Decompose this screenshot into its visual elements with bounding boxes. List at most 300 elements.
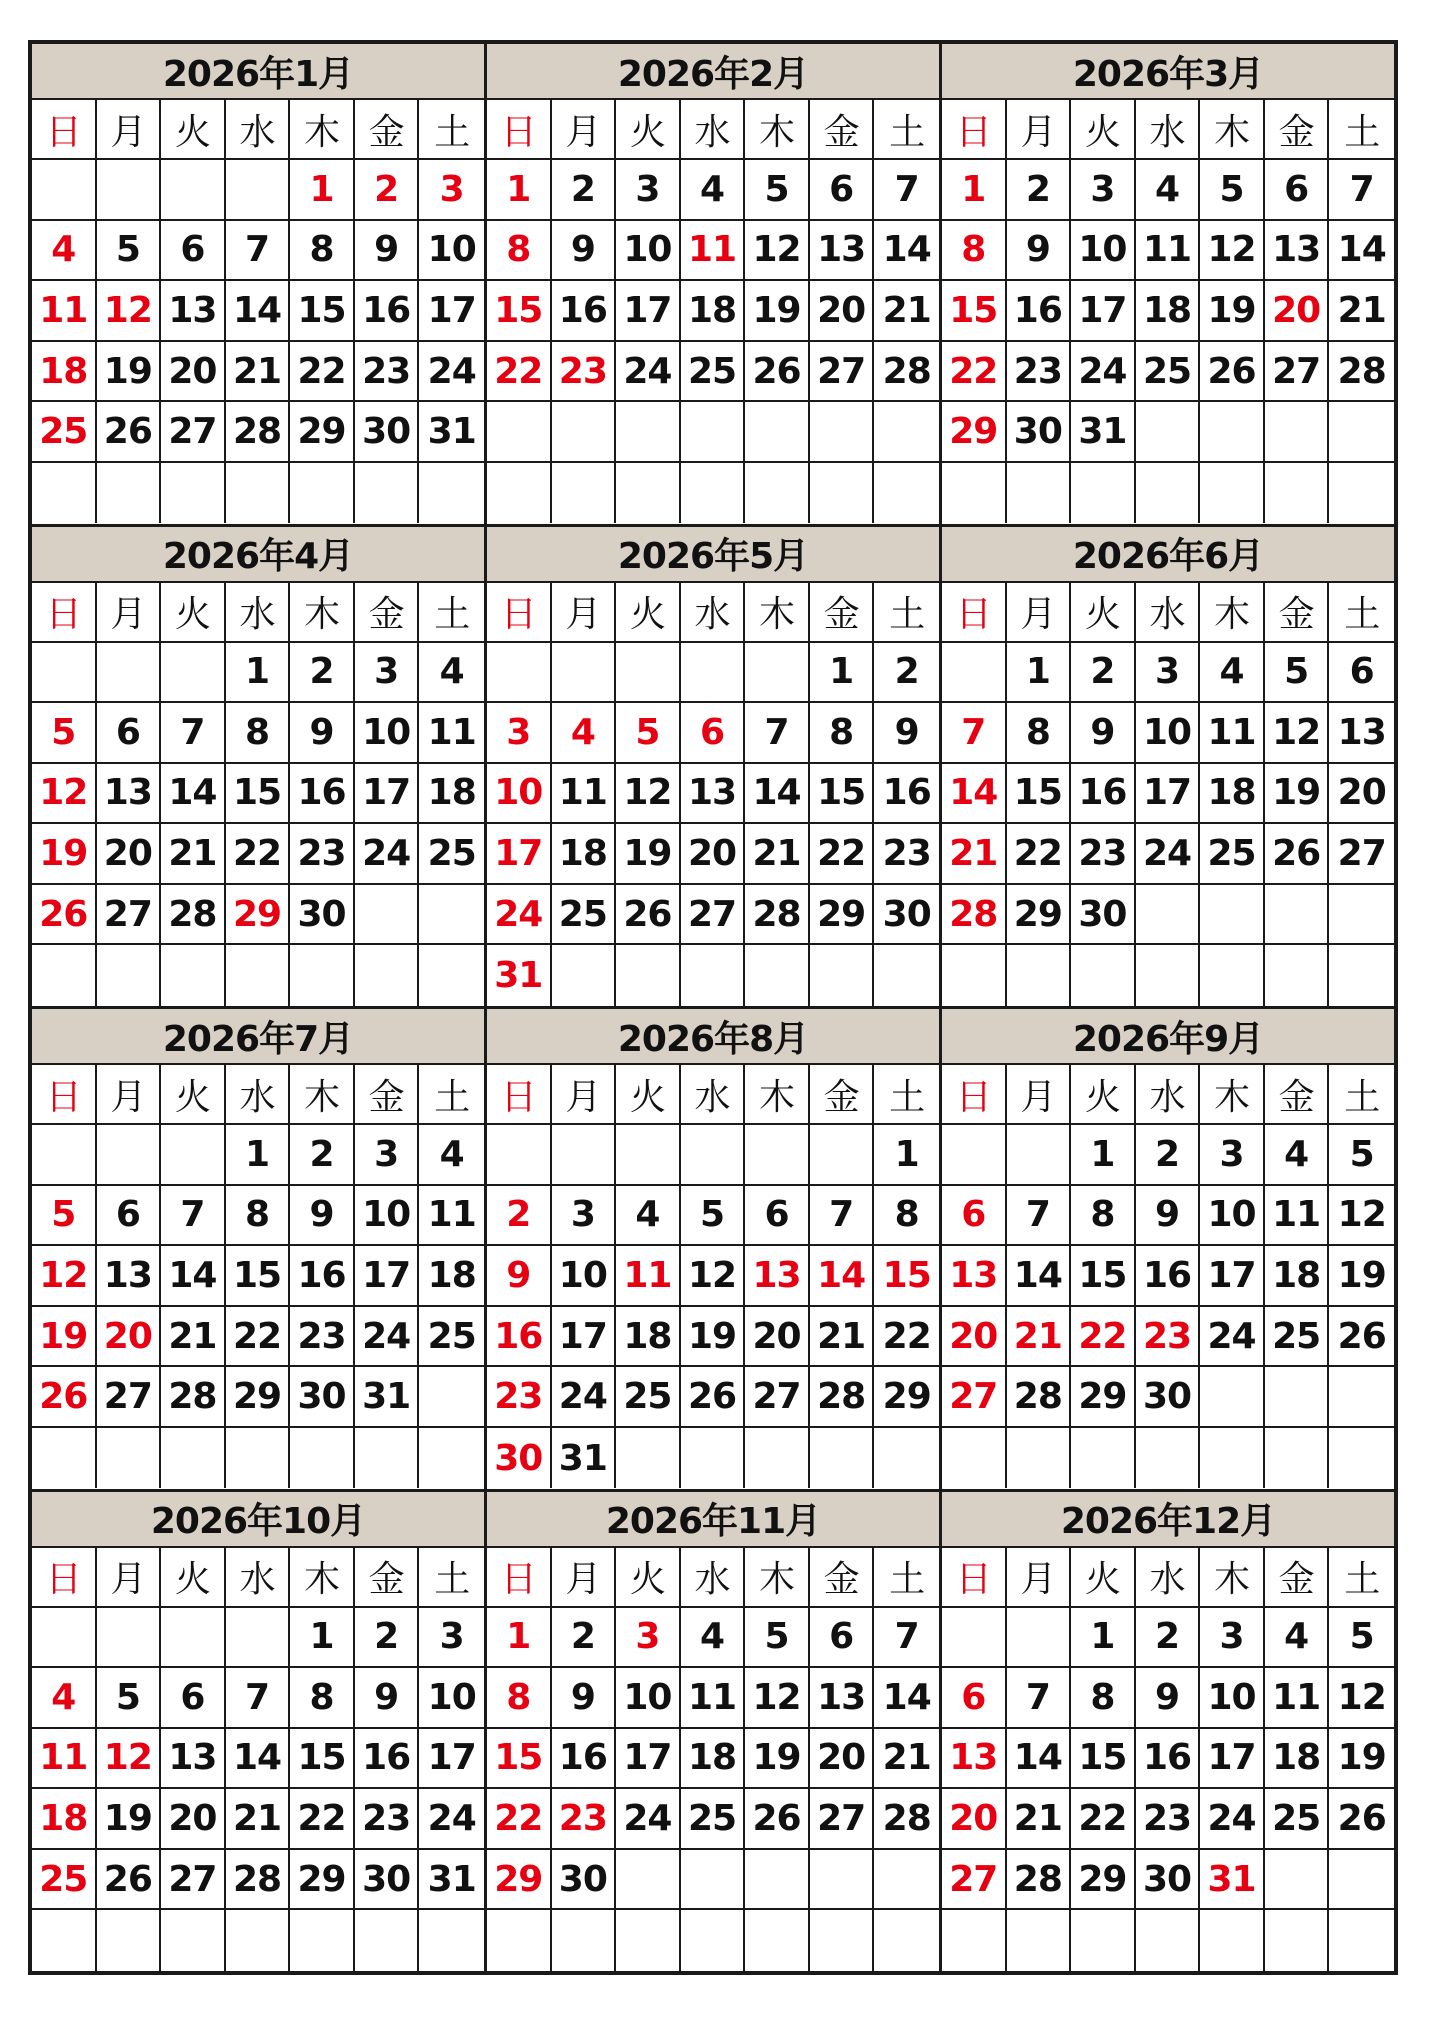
- day-cell: 12: [97, 1729, 162, 1788]
- month-block: [942, 44, 1394, 524]
- week-row: [942, 643, 1394, 704]
- day-cell: 6: [97, 703, 162, 762]
- day-cell: 14: [1007, 1246, 1072, 1305]
- empty-day-cell: [552, 1125, 617, 1184]
- empty-day-cell: [1329, 402, 1394, 461]
- day-cell: 12: [97, 281, 162, 340]
- day-cell: 26: [97, 402, 162, 461]
- empty-day-cell: [1265, 885, 1330, 944]
- day-cell: 6: [1265, 160, 1330, 219]
- empty-day-cell: [942, 1608, 1007, 1667]
- day-cell: 17: [552, 1307, 617, 1366]
- weekday-label: 土: [1344, 1559, 1380, 1600]
- empty-day-cell: [1265, 1367, 1330, 1426]
- empty-day-cell: [161, 1428, 226, 1489]
- empty-day-cell: [616, 1428, 681, 1489]
- day-cell: 1: [942, 160, 1007, 219]
- empty-day-cell: [616, 1850, 681, 1909]
- weekday-label: 土: [434, 1076, 470, 1118]
- weekday-label: 金: [810, 1548, 875, 1606]
- empty-day-cell: [487, 1125, 552, 1184]
- day-cell: 2: [1136, 1608, 1201, 1667]
- day-cell: 26: [745, 1789, 810, 1848]
- week-row: [32, 281, 484, 342]
- day-cell: 29: [1071, 1850, 1136, 1909]
- day-cell: 26: [681, 1367, 746, 1426]
- day-cell: 22: [942, 342, 1007, 401]
- day-cell: 25: [32, 402, 97, 461]
- day-cell: 30: [882, 893, 931, 935]
- day-cell: 10: [1200, 1668, 1265, 1727]
- empty-day-cell: [290, 463, 355, 524]
- empty-day-cell: [810, 463, 875, 524]
- empty-day-cell: [97, 643, 162, 702]
- month-title: 2026年9月: [942, 1009, 1394, 1065]
- day-cell: 24: [487, 885, 552, 944]
- day-cell: 22: [1007, 824, 1072, 883]
- week-row: [487, 463, 939, 524]
- empty-day-cell: [745, 402, 810, 461]
- weekday-label: 土: [889, 594, 925, 635]
- week-row: [32, 1850, 484, 1911]
- day-cell: 15: [226, 764, 291, 823]
- day-cell: 30: [1136, 1367, 1201, 1426]
- day-cell: 12: [745, 221, 810, 280]
- empty-day-cell: [1136, 945, 1201, 1006]
- empty-day-cell: [681, 945, 746, 1006]
- week-row: [32, 221, 484, 282]
- day-cell: 3: [1200, 1608, 1265, 1667]
- day-cell: 20: [810, 1729, 875, 1788]
- weekday-label: 水: [681, 100, 746, 158]
- week-row: [942, 1789, 1394, 1850]
- day-cell: 16: [355, 1729, 420, 1788]
- day-cell: 3: [1071, 160, 1136, 219]
- day-cell: 27: [161, 1850, 226, 1909]
- weekday-label: 木: [1200, 1065, 1265, 1123]
- weekday-header-row: [487, 100, 939, 160]
- day-cell: 3: [1200, 1125, 1265, 1184]
- month-block: [487, 1009, 939, 1489]
- day-cell: 31: [1071, 402, 1136, 461]
- weekday-label: 木: [290, 583, 355, 641]
- day-cell: 19: [97, 1789, 162, 1848]
- day-cell: 9: [1071, 703, 1136, 762]
- day-cell: 21: [882, 289, 931, 331]
- day-cell: 11: [427, 1194, 476, 1236]
- day-cell: 16: [355, 281, 420, 340]
- empty-day-cell: [161, 945, 226, 1006]
- day-cell: 3: [1136, 643, 1201, 702]
- day-cell: 15: [942, 281, 1007, 340]
- day-cell: 16: [552, 1729, 617, 1788]
- day-cell: 30: [1007, 402, 1072, 461]
- day-cell: 12: [1200, 221, 1265, 280]
- empty-day-cell: [97, 1125, 162, 1184]
- day-cell: 25: [681, 342, 746, 401]
- day-cell: 24: [427, 350, 476, 392]
- empty-day-cell: [1265, 945, 1330, 1006]
- day-cell: 19: [1200, 281, 1265, 340]
- day-cell: 8: [226, 703, 291, 762]
- day-cell: 20: [1337, 772, 1386, 814]
- day-cell: 28: [882, 1798, 931, 1840]
- empty-day-cell: [226, 1608, 291, 1667]
- day-cell: 10: [616, 1668, 681, 1727]
- day-cell: 22: [882, 1315, 931, 1357]
- empty-day-cell: [32, 1428, 97, 1489]
- day-cell: 12: [1265, 703, 1330, 762]
- week-row: [32, 1668, 484, 1729]
- empty-day-cell: [745, 463, 810, 524]
- weekday-label: 金: [355, 100, 420, 158]
- week-row: [487, 1729, 939, 1790]
- weekday-label: 火: [1071, 1065, 1136, 1123]
- day-cell: 28: [942, 885, 1007, 944]
- empty-day-cell: [1265, 1428, 1330, 1489]
- weekday-label: 金: [1265, 100, 1330, 158]
- empty-day-cell: [681, 1850, 746, 1909]
- weekday-label: 日: [487, 583, 552, 641]
- day-cell: 10: [427, 1676, 476, 1718]
- day-cell: 23: [355, 1789, 420, 1848]
- empty-day-cell: [487, 1910, 552, 1971]
- day-cell: 7: [1349, 168, 1374, 210]
- empty-day-cell: [1200, 1367, 1265, 1426]
- empty-day-cell: [419, 1367, 484, 1426]
- day-cell: 24: [355, 824, 420, 883]
- empty-day-cell: [419, 463, 484, 524]
- empty-day-cell: [1265, 402, 1330, 461]
- empty-day-cell: [552, 643, 617, 702]
- day-cell: 2: [487, 1186, 552, 1245]
- day-cell: 17: [1200, 1729, 1265, 1788]
- week-row: [487, 643, 939, 704]
- empty-day-cell: [942, 1910, 1007, 1971]
- weekday-label: 月: [97, 1065, 162, 1123]
- day-cell: 7: [810, 1186, 875, 1245]
- month-title: 2026年4月: [32, 527, 484, 583]
- day-cell: 15: [290, 1729, 355, 1788]
- weekday-label: 金: [355, 583, 420, 641]
- month-block: [942, 1492, 1394, 1972]
- week-row: [487, 1608, 939, 1669]
- day-cell: 16: [552, 281, 617, 340]
- day-cell: 6: [942, 1668, 1007, 1727]
- empty-day-cell: [616, 1910, 681, 1971]
- empty-day-cell: [681, 463, 746, 524]
- day-cell: 15: [1071, 1246, 1136, 1305]
- day-cell: 10: [616, 221, 681, 280]
- empty-day-cell: [810, 402, 875, 461]
- day-cell: 5: [1349, 1616, 1374, 1658]
- day-cell: 15: [882, 1254, 931, 1296]
- day-cell: 2: [1071, 643, 1136, 702]
- day-cell: 7: [894, 168, 919, 210]
- day-cell: 11: [681, 1668, 746, 1727]
- week-row: [942, 342, 1394, 403]
- day-cell: 21: [1337, 289, 1386, 331]
- day-cell: 5: [745, 160, 810, 219]
- week-row: [487, 1789, 939, 1850]
- day-cell: 15: [487, 1729, 552, 1788]
- yearly-calendar: [28, 40, 1398, 1975]
- week-row: [32, 1608, 484, 1669]
- empty-day-cell: [32, 160, 97, 219]
- day-cell: 21: [226, 342, 291, 401]
- day-cell: 24: [1200, 1789, 1265, 1848]
- day-cell: 18: [1265, 1729, 1330, 1788]
- month-block: [942, 527, 1394, 1007]
- week-row: [32, 643, 484, 704]
- day-cell: 20: [161, 342, 226, 401]
- week-row: [942, 402, 1394, 463]
- empty-day-cell: [552, 1910, 617, 1971]
- day-cell: 23: [552, 342, 617, 401]
- empty-day-cell: [419, 1910, 484, 1971]
- empty-day-cell: [810, 945, 875, 1006]
- empty-day-cell: [226, 463, 291, 524]
- day-cell: 21: [226, 1789, 291, 1848]
- weekday-header-row: [487, 1065, 939, 1125]
- week-row: [32, 764, 484, 825]
- day-cell: 1: [226, 1125, 291, 1184]
- day-cell: 24: [1071, 342, 1136, 401]
- empty-day-cell: [810, 1125, 875, 1184]
- day-cell: 4: [439, 1133, 464, 1175]
- day-cell: 5: [745, 1608, 810, 1667]
- day-cell: 13: [942, 1729, 1007, 1788]
- day-cell: 22: [1071, 1307, 1136, 1366]
- day-cell: 26: [745, 342, 810, 401]
- day-cell: 17: [1136, 764, 1201, 823]
- day-cell: 25: [1265, 1789, 1330, 1848]
- day-cell: 5: [32, 1186, 97, 1245]
- weekday-label: 水: [1136, 1065, 1201, 1123]
- empty-day-cell: [97, 463, 162, 524]
- day-cell: 2: [552, 1608, 617, 1667]
- day-cell: 27: [97, 885, 162, 944]
- weekday-header-row: [942, 583, 1394, 643]
- weekday-label: 水: [1136, 1548, 1201, 1606]
- day-cell: 5: [1349, 1133, 1374, 1175]
- empty-day-cell: [1200, 1910, 1265, 1971]
- day-cell: 28: [882, 350, 931, 392]
- day-cell: 27: [681, 885, 746, 944]
- day-cell: 8: [894, 1194, 919, 1236]
- weekday-label: 日: [487, 100, 552, 158]
- day-cell: 7: [894, 1616, 919, 1658]
- day-cell: 30: [290, 1367, 355, 1426]
- day-cell: 9: [894, 711, 919, 753]
- day-cell: 24: [1200, 1307, 1265, 1366]
- day-cell: 4: [32, 1668, 97, 1727]
- day-cell: 24: [427, 1798, 476, 1840]
- weekday-label: 木: [1200, 1548, 1265, 1606]
- week-row: [32, 885, 484, 946]
- day-cell: 31: [427, 411, 476, 453]
- empty-day-cell: [290, 945, 355, 1006]
- day-cell: 19: [745, 1729, 810, 1788]
- day-cell: 2: [1007, 160, 1072, 219]
- day-cell: 17: [616, 281, 681, 340]
- day-cell: 27: [942, 1850, 1007, 1909]
- empty-day-cell: [97, 945, 162, 1006]
- weekday-label: 月: [552, 1548, 617, 1606]
- weekday-header-row: [32, 1548, 484, 1608]
- day-cell: 31: [487, 945, 552, 1006]
- day-cell: 14: [1007, 1729, 1072, 1788]
- day-cell: 16: [1007, 281, 1072, 340]
- week-row: [32, 1307, 484, 1368]
- empty-day-cell: [616, 402, 681, 461]
- day-cell: 29: [226, 885, 291, 944]
- day-cell: 28: [161, 1367, 226, 1426]
- day-cell: 10: [1071, 221, 1136, 280]
- weekday-label: 火: [616, 1548, 681, 1606]
- weekday-label: 水: [226, 583, 291, 641]
- weekday-label: 金: [1265, 583, 1330, 641]
- day-cell: 6: [810, 160, 875, 219]
- week-row: [942, 1186, 1394, 1247]
- day-cell: 23: [1136, 1789, 1201, 1848]
- empty-day-cell: [32, 1910, 97, 1971]
- day-cell: 31: [552, 1428, 617, 1489]
- empty-day-cell: [552, 463, 617, 524]
- weekday-label: 日: [32, 1548, 97, 1606]
- day-cell: 14: [226, 281, 291, 340]
- week-row: [32, 703, 484, 764]
- weekday-label: 水: [1136, 583, 1201, 641]
- empty-day-cell: [1265, 1910, 1330, 1971]
- weekday-label: 金: [810, 583, 875, 641]
- week-row: [32, 945, 484, 1006]
- day-cell: 29: [942, 402, 1007, 461]
- day-cell: 28: [810, 1367, 875, 1426]
- week-row: [942, 1246, 1394, 1307]
- day-cell: 7: [226, 1668, 291, 1727]
- empty-day-cell: [1007, 1608, 1072, 1667]
- day-cell: 26: [97, 1850, 162, 1909]
- week-row: [487, 402, 939, 463]
- day-cell: 14: [882, 1676, 931, 1718]
- weekday-label: 水: [226, 100, 291, 158]
- day-cell: 29: [1007, 885, 1072, 944]
- day-cell: 6: [161, 221, 226, 280]
- empty-day-cell: [681, 1125, 746, 1184]
- day-cell: 3: [616, 1608, 681, 1667]
- day-cell: 7: [942, 703, 1007, 762]
- day-cell: 2: [355, 1608, 420, 1667]
- day-cell: 28: [226, 402, 291, 461]
- week-row: [942, 463, 1394, 524]
- day-cell: 23: [1136, 1307, 1201, 1366]
- empty-day-cell: [419, 885, 484, 944]
- week-row: [32, 1910, 484, 1971]
- day-cell: 30: [355, 402, 420, 461]
- weekday-label: 日: [942, 583, 1007, 641]
- empty-day-cell: [745, 1428, 810, 1489]
- day-cell: 15: [290, 281, 355, 340]
- month-title: 2026年5月: [487, 527, 939, 583]
- weekday-label: 木: [745, 1548, 810, 1606]
- day-cell: 8: [1071, 1186, 1136, 1245]
- weekday-label: 月: [97, 100, 162, 158]
- empty-day-cell: [1200, 463, 1265, 524]
- day-cell: 22: [290, 342, 355, 401]
- day-cell: 18: [552, 824, 617, 883]
- month-block: [487, 44, 939, 524]
- day-cell: 5: [97, 1668, 162, 1727]
- day-cell: 9: [1136, 1186, 1201, 1245]
- day-cell: 4: [1136, 160, 1201, 219]
- day-cell: 30: [552, 1850, 617, 1909]
- month-block: [32, 44, 484, 524]
- empty-day-cell: [1071, 1428, 1136, 1489]
- day-cell: 28: [161, 885, 226, 944]
- week-row: [487, 221, 939, 282]
- week-row: [487, 703, 939, 764]
- day-cell: 16: [882, 772, 931, 814]
- weekday-label: 火: [161, 583, 226, 641]
- day-cell: 19: [616, 824, 681, 883]
- week-row: [942, 764, 1394, 825]
- week-row: [942, 703, 1394, 764]
- day-cell: 27: [810, 342, 875, 401]
- month-title: 2026年3月: [942, 44, 1394, 100]
- day-cell: 2: [894, 651, 919, 693]
- day-cell: 6: [681, 703, 746, 762]
- day-cell: 16: [1136, 1246, 1201, 1305]
- day-cell: 24: [616, 342, 681, 401]
- empty-day-cell: [681, 643, 746, 702]
- day-cell: 17: [1200, 1246, 1265, 1305]
- weekday-label: 金: [1265, 1548, 1330, 1606]
- day-cell: 17: [355, 1246, 420, 1305]
- empty-day-cell: [1200, 885, 1265, 944]
- day-cell: 17: [616, 1729, 681, 1788]
- day-cell: 29: [226, 1367, 291, 1426]
- day-cell: 7: [161, 703, 226, 762]
- day-cell: 14: [882, 229, 931, 271]
- day-cell: 15: [226, 1246, 291, 1305]
- weekday-label: 金: [810, 1065, 875, 1123]
- weekday-label: 木: [745, 100, 810, 158]
- day-cell: 27: [810, 1789, 875, 1848]
- day-cell: 9: [1136, 1668, 1201, 1727]
- day-cell: 5: [616, 703, 681, 762]
- day-cell: 3: [355, 1125, 420, 1184]
- weekday-label: 月: [552, 100, 617, 158]
- day-cell: 13: [1337, 711, 1386, 753]
- day-cell: 21: [810, 1307, 875, 1366]
- weekday-label: 月: [1007, 583, 1072, 641]
- empty-day-cell: [874, 1910, 939, 1971]
- empty-day-cell: [1200, 402, 1265, 461]
- week-row: [487, 945, 939, 1006]
- day-cell: 27: [161, 402, 226, 461]
- day-cell: 16: [487, 1307, 552, 1366]
- day-cell: 30: [355, 1850, 420, 1909]
- day-cell: 22: [226, 824, 291, 883]
- empty-day-cell: [161, 643, 226, 702]
- week-row: [32, 1367, 484, 1428]
- weekday-label: 月: [552, 583, 617, 641]
- day-cell: 6: [97, 1186, 162, 1245]
- week-row: [942, 885, 1394, 946]
- day-cell: 2: [290, 643, 355, 702]
- empty-day-cell: [874, 402, 939, 461]
